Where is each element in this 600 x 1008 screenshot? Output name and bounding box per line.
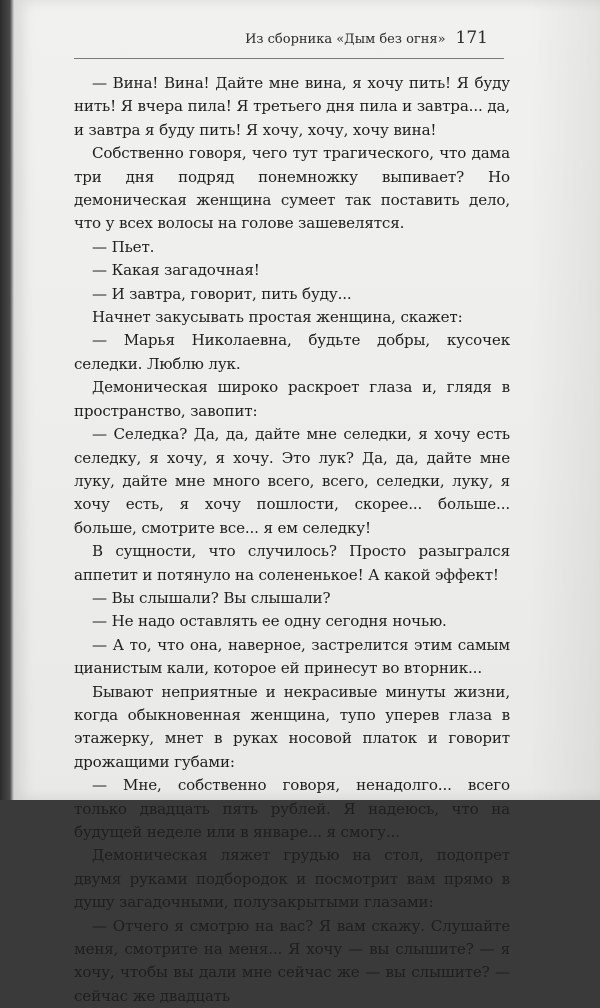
paragraph-1: — Вина! Вина! Дайте мне вина, я хочу пить! Я буду нить! Я вчера пила! Я третьего дня пила и завтра... да, и завтра я буду пить! Я хочу, хочу, хочу вина! <box>74 74 510 139</box>
paragraph-16: Демоническая ляжет грудью на стол, подопрет двумя руками подбородок и посмотрит вам прямо в душу загадочными, полузакрытыми глазами: <box>74 846 510 912</box>
paragraph-10: В сущности, что случилось? Просто разыгрался аппетит и потянуло на солененькое! А какой эффект! <box>74 542 510 584</box>
paragraph-12: — Не надо оставлять ее одну сегодня ночью. <box>92 612 447 631</box>
page-header <box>245 28 488 54</box>
paragraph-4: — Какая загадочная! <box>92 261 260 280</box>
paragraph-3: — Пьет. <box>92 237 155 256</box>
running-title: Из сборника «Дым без огня» <box>245 32 446 47</box>
paragraph-15: — Мне, собственно говоря, ненадолго... всего только двадцать пять рублей. Я надеюсь, что на будущей неделе или в январе... я смогу... <box>74 776 510 841</box>
paragraph-11: — Вы слышали? Вы слышали? <box>92 588 331 607</box>
paragraph-9: — Селедка? Да, да, дайте мне селедки, я хочу есть селедку, я хочу, я хочу. Это лук? Да, да, дайте мне луку, дайте мне много всего, всего, селедки, луку, я хочу есть, я хочу пошлости, скорее... больше... больше, смотрите все... я ем селедку! <box>74 425 510 537</box>
book-page <box>14 0 600 1005</box>
paragraph-14: Бывают неприятные и некрасивые минуты жизни, когда обыкновенная женщина, тупо уперев глаза в этажерку, мнет в руках носовой платок и говорит дрожащими губами: <box>74 682 510 771</box>
paragraph-7: — Марья Николаевна, будьте добры, кусочек селедки. Люблю лук. <box>74 331 510 373</box>
paragraph-13: — А то, что она, наверное, застрелится этим самым цианистым кали, которое ей принесут во вторник... <box>74 635 510 678</box>
paragraph-8: Демоническая широко раскроет глаза и, глядя в пространство, завопит: <box>74 378 510 420</box>
page-curl-shadow <box>530 0 600 800</box>
paragraph-6: Начнет закусывать простая женщина, скажет: <box>92 308 463 327</box>
paragraph-2: Собственно говоря, чего тут трагического, что дама три дня подряд понемножку выпивает? Но демоническая женщина сумеет так поставить дело, что у всех волосы на голове зашевелятся. <box>74 144 510 233</box>
header-rule <box>74 58 504 59</box>
page-number: 171 <box>455 28 488 48</box>
paragraph-17: — Отчего я смотрю на вас? Я вам скажу. Слушайте меня, смотрите на меня... Я хочу — вы слышите? — я хочу, чтобы вы дали мне сейчас же — вы слышите? — сейчас же двадцать <box>74 916 510 1005</box>
body-text <box>74 72 510 1008</box>
paragraph-5: — И завтра, говорит, пить буду... <box>92 284 352 303</box>
